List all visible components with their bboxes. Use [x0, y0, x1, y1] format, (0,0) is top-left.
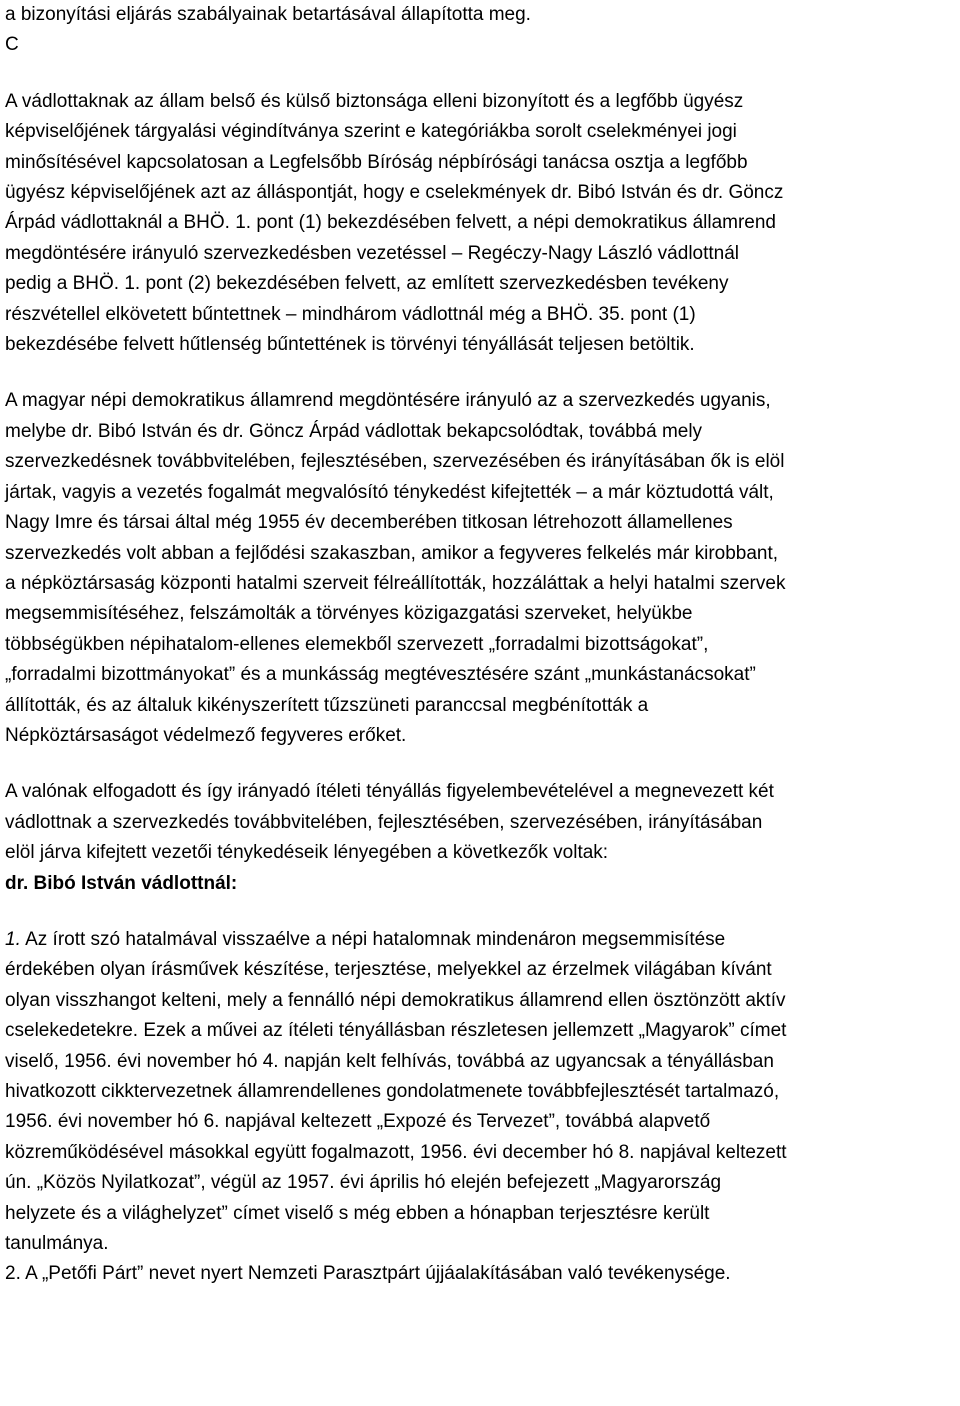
text-line: szervezkedésnek továbbvitelében, fejlesztésében, szervezésében és irányításában ők is elöl [5, 451, 785, 473]
text-line: bekezdésébe felvett hűtlenség bűntettének is törvényi tényállását teljesen betöltik. [5, 334, 695, 356]
text-line: jártak, vagyis a vezetés fogalmát megvalósító ténykedést kifejtették – a már köztudottá vált, [5, 481, 774, 503]
text-line: melybe dr. Bibó István és dr. Göncz Árpád vádlottak bekapcsolódtak, továbbá mely [5, 420, 703, 442]
text-line: pedig a BHÖ. 1. pont (2) bekezdésében felvett, az említett szervezkedésben tevékeny [5, 273, 729, 295]
list-item-text: Az írott szó hatalmával visszaélve a népi hatalomnak mindenáron megsemmisítése [20, 928, 726, 950]
text-line: részvétellel elkövetett bűntettnek – mindhárom vádlottnál még a BHÖ. 35. pont (1) [5, 303, 696, 325]
text-line: „forradalmi bizottmányokat” és a munkásság megtévesztésére szánt „munkástanácsokat” [5, 664, 756, 686]
text-line: Árpád vádlottaknál a BHÖ. 1. pont (1) bekezdésében felvett, a népi demokratikus államrend [5, 212, 776, 234]
text-line: A valónak elfogadott és így irányadó ítéleti tényállás figyelembevételével a megnevezett két [5, 781, 774, 803]
list-item-2: 2. A „Petőfi Párt” nevet nyert Nemzeti Parasztpárt újjáalakításában való tevékenysége. [5, 1263, 731, 1285]
continuation-line: a bizonyítási eljárás szabályainak betartásával állapította meg. [5, 4, 531, 25]
text-line: Népköztársaságot védelmező fegyveres erőket. [5, 724, 407, 746]
text-line: hivatkozott cikktervezetnek államrendellenes gondolatmenete továbbfejlesztését tartalmazó, [5, 1081, 780, 1102]
text-line: minősítésével kapcsolatosan a Legfelsőbb Bíróság népbírósági tanácsa osztja a legfőbb [5, 151, 748, 173]
text-line [5, 925, 955, 955]
text-line: érdekében olyan írásművek készítése, terjesztése, melyekkel az érzelmek világában kívánt [5, 959, 772, 981]
text-line: olyan visszhangot kelteni, mely a fennálló népi demokratikus államrend ellen ösztönzött aktív [5, 989, 786, 1011]
text-line: ügyész képviselőjének azt az álláspontját, hogy e cselekmények dr. Bibó István és dr. Göncz [5, 182, 784, 204]
text-line: elöl járva kifejtett vezetői ténykedéseik lényegében a következők voltak: [5, 842, 609, 864]
text-line: A magyar népi demokratikus államrend megdöntésére irányuló az a szervezkedés ugyanis, [5, 390, 771, 412]
text-line: ún. „Közös Nyilatkozat”, végül az 1957. évi április hó elején befejezett „Magyarország [5, 1172, 722, 1194]
text-line: közreműködésével másokkal együtt fogalmazott, 1956. évi december hó 8. napjával keltezett [5, 1141, 787, 1163]
text-line: helyzete és a világhelyzet” címet viselő s még ebben a hónapban terjesztésre került [5, 1202, 710, 1224]
paragraph-findings [5, 777, 955, 868]
paragraph-legal-qualification [5, 87, 955, 361]
list-item-1 [5, 925, 955, 1259]
text-line: a népköztársaság központi hatalmi szerveit félreállították, hozzáláttak a helyi hatalmi szervek [5, 572, 786, 594]
text-line: viselő, 1956. évi november hó 4. napján kelt felhívás, továbbá az ugyancsak a tényállásban [5, 1050, 774, 1072]
text-line: megsemmisítéséhez, felszámolták a törvényes közigazgatási szerveket, helyükbe [5, 603, 693, 625]
section-letter: C [5, 34, 19, 56]
text-line: A vádlottaknak az állam belső és külső biztonsága elleni bizonyított és a legfőbb ügyész [5, 90, 744, 112]
section-heading: dr. Bibó István vádlottnál: [5, 872, 238, 894]
text-line: állították, és az általuk kikényszerített tűzszüneti paranccsal megbénították a [5, 694, 649, 716]
text-line: szervezkedés volt abban a fejlődési szakaszban, amikor a fegyveres felkelés már kirobbant, [5, 542, 779, 564]
text-line: Nagy Imre és társai által még 1955 év decemberében titkosan létrehozott államellenes [5, 512, 733, 534]
text-line: tanulmánya. [5, 1233, 109, 1255]
text-line: képviselőjének tárgyalási végindítványa szerint e kategóriákba sorolt cselekményei jogi [5, 121, 737, 143]
text-line: 1956. évi november hó 6. napjával keltezett „Expozé és Tervezet”, továbbá alapvető [5, 1111, 711, 1133]
document-page [5, 0, 955, 1290]
list-item-number: 1. [5, 928, 21, 950]
text-line: cselekedetekre. Ezek a művei az ítéleti tényállásban részletesen jellemzett „Magyarok” címet [5, 1020, 787, 1042]
paragraph-organization [5, 386, 955, 751]
text-line: megdöntésére irányuló szervezkedésben vezetéssel – Regéczy-Nagy László vádlottnál [5, 242, 740, 264]
text-line: vádlottnak a szervezkedés továbbvitelében, fejlesztésében, szervezésében, irányításában [5, 811, 763, 833]
text-line: többségükben népihatalom-ellenes elemekből szervezett „forradalmi bizottságokat”, [5, 633, 709, 655]
